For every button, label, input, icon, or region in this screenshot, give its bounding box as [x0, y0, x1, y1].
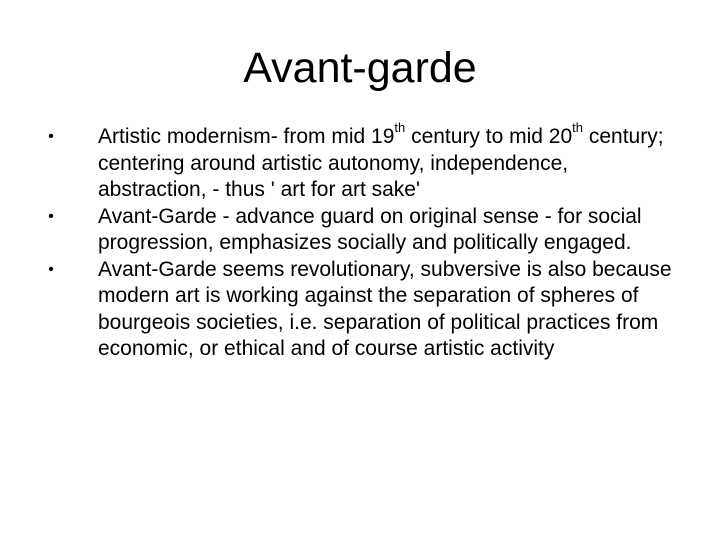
bullet-list [0, 120, 720, 363]
superscript-ordinal: th [572, 120, 583, 135]
bullet-marker: • [48, 260, 54, 278]
bullet-item-3 [0, 257, 720, 363]
bullet-text-2: Avant-Garde - advance guard on original sense - for social progression, emphasizes socially and politically engaged. [98, 204, 642, 254]
bullet-text-segment: Artistic modernism- from mid 19 [98, 125, 395, 148]
slide-title: Avant-garde [243, 44, 477, 92]
bullet-marker: • [48, 128, 54, 145]
superscript-ordinal: th [394, 120, 406, 135]
bullet-text-segment: century; centering around artistic autonomy, independence, abstraction, - thus ' art for art sake' [98, 125, 664, 201]
bullet-text-segment: century to mid 20 [405, 125, 573, 148]
bullet-item-1 [0, 120, 720, 204]
bullet-item-2 [0, 204, 720, 257]
bullet-marker: • [48, 207, 54, 225]
bullet-text-3: Avant-Garde seems revolutionary, subversive is also because modern art is working against the separation of spheres of bourgeois societies, i.e. separation of political practices from economic, or ethical and of course artistic activity [98, 257, 672, 360]
bullet-text-1 [98, 120, 678, 204]
